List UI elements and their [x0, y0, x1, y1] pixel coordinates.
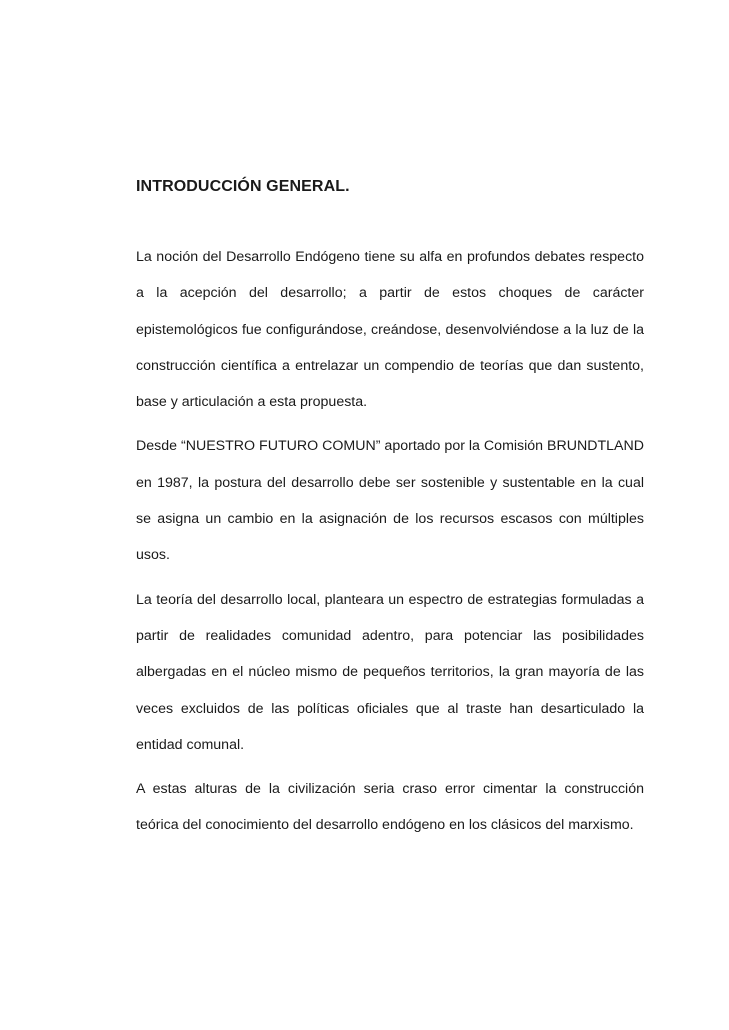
document-title: INTRODUCCIÓN GENERAL. [136, 178, 350, 195]
paragraph-desarrollo-endogeno: La noción del Desarrollo Endógeno tiene su alfa en profundos debates respecto a la acepción del desarrollo; a partir de estos choques de carácter epistemológicos fue configurándose, creándose, desenvolviéndose a la luz de la construcción científica a entrelazar un compendio de teorías que dan sustento, base y articulación a esta propuesta. [136, 249, 644, 411]
paragraph-nuestro-futuro-comun: Desde “NUESTRO FUTURO COMUN” aportado por la Comisión BRUNDTLAND en 1987, la postura del desarrollo debe ser sostenible y sustentable en la cual se asigna un cambio en la asignación de los recursos escasos con múltiples usos. [136, 438, 644, 564]
document-body [136, 177, 644, 844]
paragraph-desarrollo-local: La teoría del desarrollo local, planteara un espectro de estrategias formuladas a partir de realidades comunidad adentro, para potenciar las posibilidades albergadas en el núcleo mismo de pequeños territorios, la gran mayoría de las veces excluidos de las políticas oficiales que al traste han desarticulado la entidad comunal. [136, 591, 644, 753]
paragraph-marxismo: A estas alturas de la civilización seria craso error cimentar la construcción teórica del conocimiento del desarrollo endógeno en los clásicos del marxismo. [136, 781, 644, 834]
